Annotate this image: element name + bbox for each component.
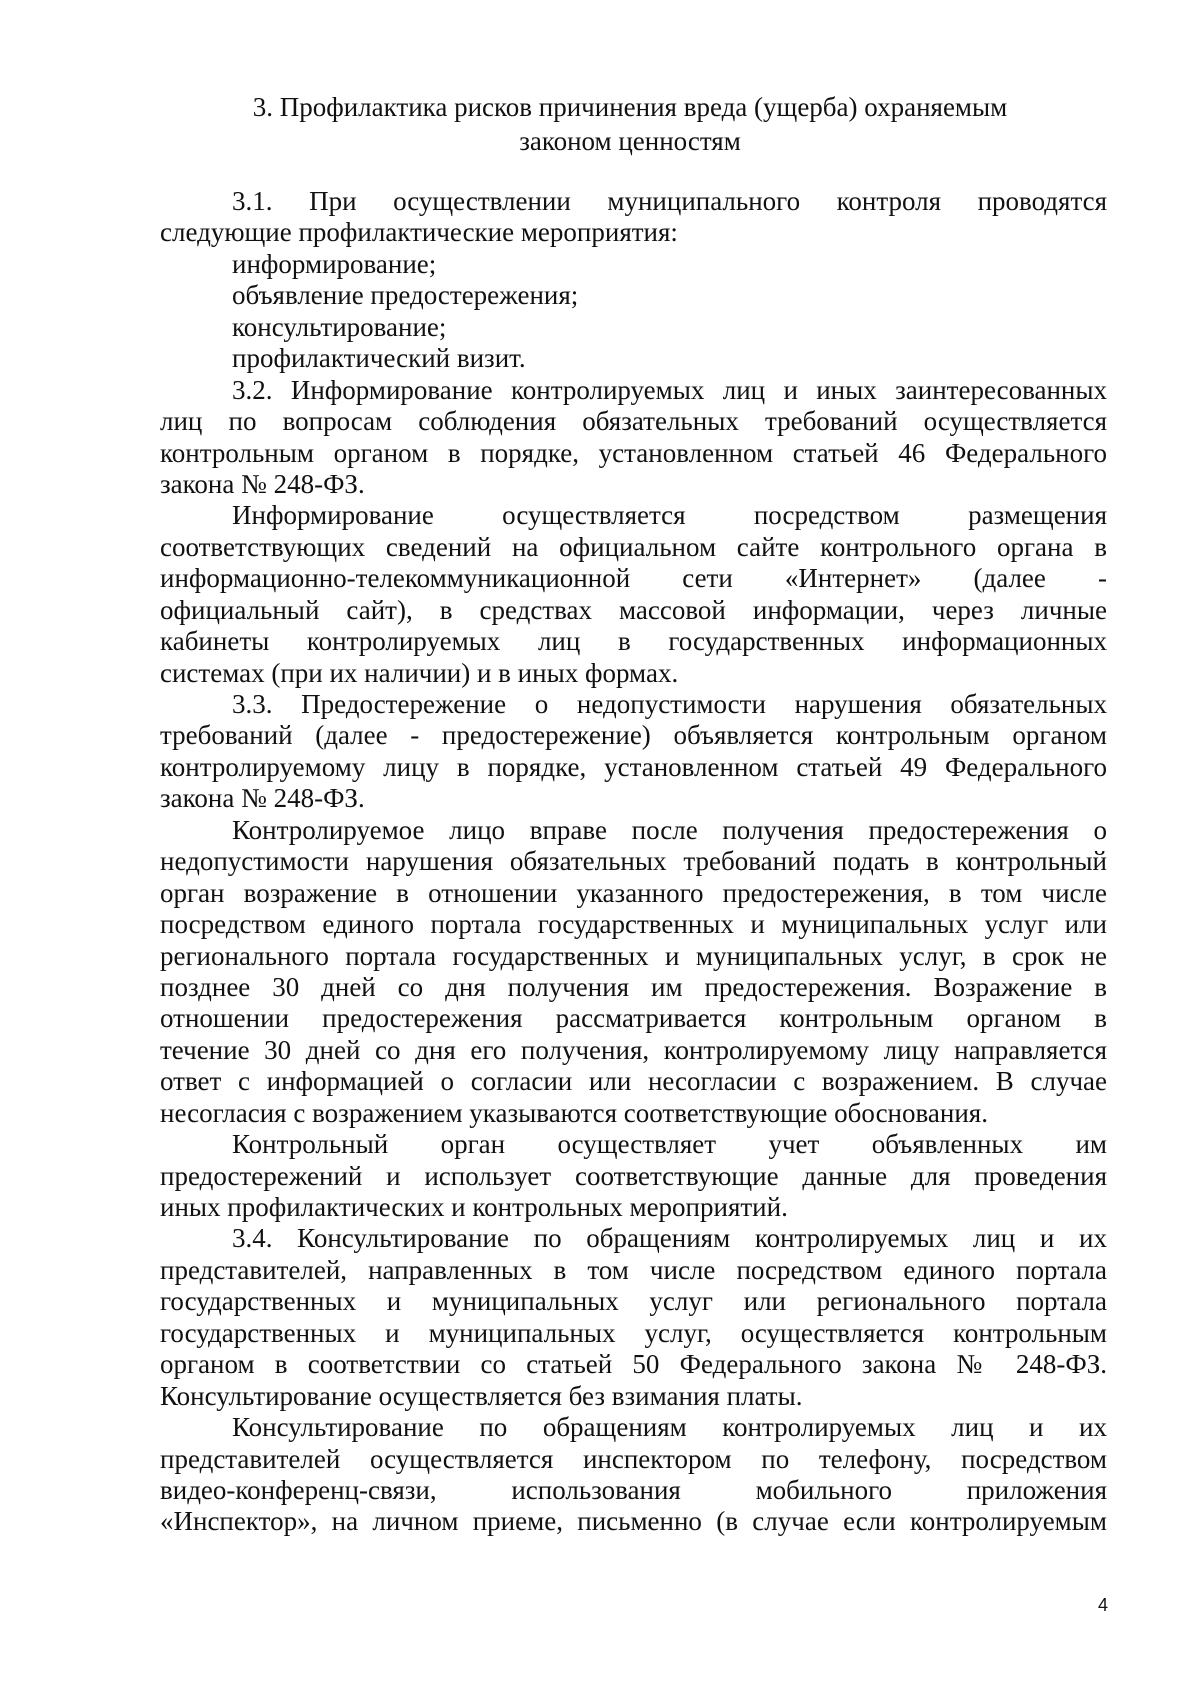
- text-line: закона № 248-ФЗ.: [160, 783, 365, 814]
- text-line: информационно-телекоммуникационной сети «Интернет» (далее -: [160, 563, 1107, 594]
- text-line: профилактический визит.: [232, 343, 526, 374]
- text-line: информирование;: [232, 248, 437, 279]
- text-line: Информирование осуществляется посредством размещения: [232, 500, 1107, 531]
- text-line: контролируемому лицу в порядке, установленном статьей 49 Федерального: [160, 751, 1107, 782]
- text-line: государственных и муниципальных услуг, осуществляется контрольным: [160, 1317, 1107, 1348]
- text-line: объявление предостережения;: [232, 280, 579, 311]
- text-line: течение 30 дней со дня его получения, контролируемому лицу направляется: [160, 1034, 1107, 1065]
- text-line: представителей осуществляется инспектором по телефону, посредством: [160, 1443, 1107, 1474]
- text-line: соответствующих сведений на официальном сайте контрольного органа в: [160, 531, 1107, 562]
- text-line: несогласия с возражением указываются соответствующие обоснования.: [160, 1097, 988, 1128]
- text-line: следующие профилактические мероприятия:: [160, 217, 678, 248]
- text-line: Контролируемое лицо вправе после получения предостережения о: [232, 814, 1107, 845]
- text-line: органом в соответствии со статьей 50 Федерального закона № 248-ФЗ.: [160, 1349, 1107, 1380]
- text-line: Консультирование осуществляется без взимания платы.: [160, 1380, 803, 1411]
- text-line: государственных и муниципальных услуг или регионального портала: [160, 1286, 1107, 1317]
- text-line: лиц по вопросам соблюдения обязательных требований осуществляется: [160, 406, 1107, 437]
- text-line: Консультирование по обращениям контролируемых лиц и их: [232, 1412, 1107, 1443]
- text-line: «Инспектор», на личном приеме, письменно (в случае если контролируемым: [160, 1506, 1107, 1537]
- document-body: [160, 186, 1107, 1538]
- text-line: консультирование;: [232, 311, 447, 342]
- text-line: орган возражение в отношении указанного предостережения, в том числе: [160, 877, 1107, 908]
- text-line: 3.2. Информирование контролируемых лиц и иных заинтересованных: [232, 374, 1107, 405]
- text-line: недопустимости нарушения обязательных требований подать в контрольный: [160, 846, 1107, 877]
- text-line: ответ с информацией о согласии или несогласии с возражением. В случае: [160, 1066, 1107, 1097]
- text-line: 3.1. При осуществлении муниципального контроля проводятся: [232, 186, 1107, 216]
- text-line: закона № 248-ФЗ.: [160, 468, 365, 499]
- text-line: регионального портала государственных и муниципальных услуг, в срок не: [160, 940, 1107, 971]
- heading-line: 3. Профилактика рисков причинения вреда (ущерба) охраняемым: [252, 92, 1008, 122]
- text-line: 3.4. Консультирование по обращениям контролируемых лиц и их: [232, 1223, 1107, 1254]
- text-line: Контрольный орган осуществляет учет объявленных им: [232, 1129, 1107, 1160]
- text-line: официальный сайт), в средствах массовой информации, через личные: [160, 594, 1107, 625]
- text-line: предостережений и использует соответствующие данные для проведения: [160, 1160, 1107, 1191]
- text-line: посредством единого портала государственных и муниципальных услуг или: [160, 909, 1107, 940]
- text-line: системах (при их наличии) и в иных формах.: [160, 657, 679, 688]
- heading-line: законом ценностям: [519, 126, 741, 156]
- text-line: кабинеты контролируемых лиц в государственных информационных: [160, 626, 1107, 657]
- text-line: иных профилактических и контрольных мероприятий.: [160, 1192, 788, 1222]
- text-line: отношении предостережения рассматривается контрольным органом в: [160, 1003, 1107, 1034]
- text-line: 3.3. Предостережение о недопустимости нарушения обязательных: [232, 689, 1107, 719]
- text-line: требований (далее - предостережение) объявляется контрольным органом: [160, 720, 1107, 751]
- text-line: контрольным органом в порядке, установленном статьей 46 Федерального: [160, 437, 1107, 468]
- section-heading: [150, 90, 1110, 158]
- text-line: представителей, направленных в том числе посредством единого портала: [160, 1254, 1107, 1285]
- text-line: позднее 30 дней со дня получения им предостережения. Возражение в: [160, 971, 1107, 1002]
- page-number: 4: [1097, 1595, 1108, 1615]
- text-line: видео-конференц-связи, использования мобильного приложения: [160, 1474, 1107, 1505]
